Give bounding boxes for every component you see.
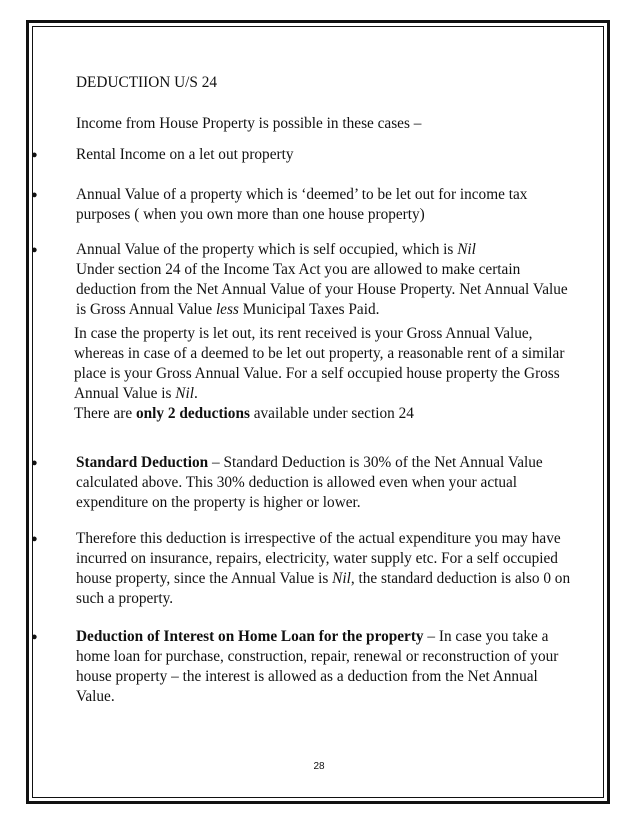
page-number: 28 bbox=[313, 761, 325, 772]
bullet-home-loan-interest: ● Deduction of Interest on Home Loan for the property – In case you take a home loan for purchase, construction, repair, renewal or reconstruction of your house property – the interest is allowed as a deduction from the Net Annual Value. bbox=[31, 628, 559, 705]
bullet-icon: ● bbox=[31, 533, 38, 545]
bullet-self-occupied: ● Annual Value of the property which is self occupied, which is Nil Under section 24 of the Income Tax Act you are allowed to make certain deduction from the Net Annual Value of your House Property. Net Annual Value is Gross Annual Value less Municipal Taxes Paid. bbox=[31, 241, 568, 318]
bullet-icon: ● bbox=[31, 149, 38, 161]
bullet-icon: ● bbox=[31, 244, 38, 256]
section-heading: DEDUCTIION U/S 24 bbox=[76, 74, 218, 91]
gross-annual-value-paragraph: In case the property is let out, its rent received is your Gross Annual Value, whereas in case of a deemed to be let out property, a reasonable rent of a similar place is your Gross Annual Value. For a self occupied house property the Gross Annual Value is Nil. There are only 2 deductions available under section 24 bbox=[74, 325, 565, 422]
bullet-icon: ● bbox=[31, 457, 38, 469]
bullet-rental-income: ● Rental Income on a let out property bbox=[31, 146, 294, 163]
intro-text: Income from House Property is possible in these cases – bbox=[76, 115, 422, 132]
bullet-icon: ● bbox=[31, 189, 38, 201]
bullet-standard-deduction: ● Standard Deduction – Standard Deduction is 30% of the Net Annual Value calculated above. This 30% deduction is allowed even when your actual expenditure on the property is higher or lower. bbox=[31, 454, 543, 511]
bullet-deemed-value: ● Annual Value of a property which is ‘deemed’ to be let out for income tax purposes ( when you own more than one house property) bbox=[31, 186, 528, 223]
bullet-irrespective: ● Therefore this deduction is irrespective of the actual expenditure you may have incurred on insurance, repairs, electricity, water supply etc. For a self occupied house property, since the Annual Value is Nil, the standard deduction is also 0 on such a property. bbox=[31, 530, 571, 607]
bullet-icon: ● bbox=[31, 631, 38, 643]
